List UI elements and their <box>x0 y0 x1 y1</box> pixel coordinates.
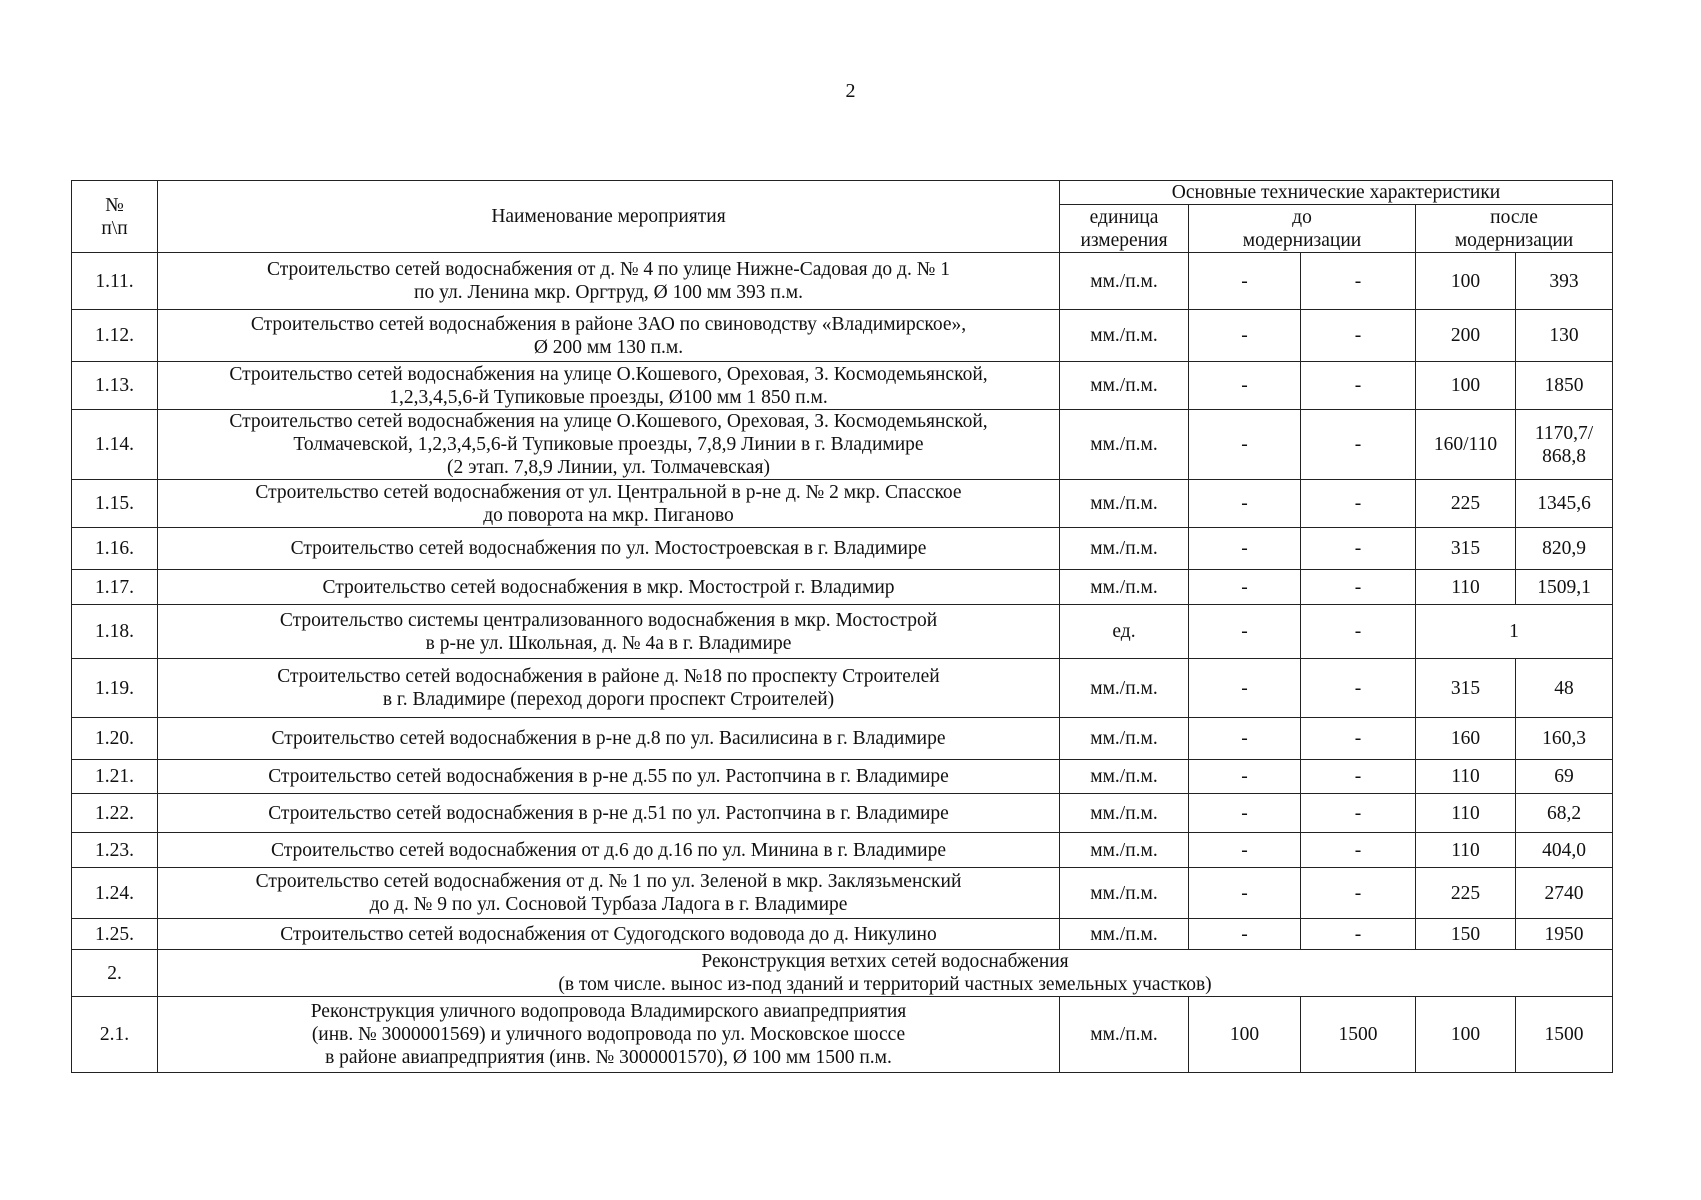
before-diameter-cell: - <box>1189 528 1301 570</box>
before-length-cell: - <box>1301 410 1416 480</box>
row-number: 1.18. <box>72 605 158 659</box>
after-diameter-cell: 100 <box>1416 253 1516 310</box>
row-number: 2.1. <box>72 997 158 1073</box>
row-number: 1.25. <box>72 919 158 950</box>
table-row <box>72 718 1613 760</box>
table-row <box>72 480 1613 528</box>
measures-table <box>71 180 1613 1073</box>
before-diameter-cell: - <box>1189 362 1301 410</box>
row-number: 1.13. <box>72 362 158 410</box>
measure-name: Реконструкция уличного водопровода Владимирского авиапредприятия (инв. № 3000001569) и уличного водопровода по ул. Московское шоссе в районе авиапредприятия (инв. № 3000001570), Ø 100 мм 1500 п.м. <box>158 997 1060 1073</box>
before-diameter-cell: 100 <box>1189 997 1301 1073</box>
after-length-cell: 68,2 <box>1516 794 1613 833</box>
after-length-cell: 1170,7/ 868,8 <box>1516 410 1613 480</box>
before-length-cell: - <box>1301 310 1416 362</box>
after-diameter-cell: 315 <box>1416 528 1516 570</box>
measure-name: Строительство системы централизованного водоснабжения в мкр. Мостострой в р-не ул. Школьная, д. № 4а в г. Владимире <box>158 605 1060 659</box>
row-number: 1.22. <box>72 794 158 833</box>
before-length-cell: - <box>1301 659 1416 718</box>
measure-name: Строительство сетей водоснабжения в р-не д.51 по ул. Растопчина в г. Владимире <box>158 794 1060 833</box>
before-length-cell: - <box>1301 528 1416 570</box>
table-row <box>72 833 1613 868</box>
table-row <box>72 410 1613 480</box>
unit-cell: мм./п.м. <box>1060 997 1189 1073</box>
after-diameter-cell: 110 <box>1416 760 1516 794</box>
unit-cell: мм./п.м. <box>1060 718 1189 760</box>
after-length-cell: 404,0 <box>1516 833 1613 868</box>
after-diameter-cell: 100 <box>1416 997 1516 1073</box>
header-name: Наименование мероприятия <box>158 181 1060 253</box>
measure-name: Строительство сетей водоснабжения от д.6 до д.16 по ул. Минина в г. Владимире <box>158 833 1060 868</box>
measure-name: Строительство сетей водоснабжения от ул. Центральной в р-не д. № 2 мкр. Спасское до поворота на мкр. Пиганово <box>158 480 1060 528</box>
table-body <box>72 253 1613 1073</box>
before-length-cell: - <box>1301 605 1416 659</box>
measure-name: Строительство сетей водоснабжения на улице О.Кошевого, Ореховая, З. Космодемьянской, 1,2,3,4,5,6-й Тупиковые проезды, Ø100 мм 1 850 п.м. <box>158 362 1060 410</box>
unit-cell: мм./п.м. <box>1060 410 1189 480</box>
table-row <box>72 794 1613 833</box>
before-diameter-cell: - <box>1189 833 1301 868</box>
page-number: 2 <box>845 80 856 102</box>
before-length-cell: - <box>1301 833 1416 868</box>
measure-name: Строительство сетей водоснабжения в мкр. Мостострой г. Владимир <box>158 570 1060 605</box>
measure-name: Строительство сетей водоснабжения по ул. Мостостроевская в г. Владимире <box>158 528 1060 570</box>
measure-name: Строительство сетей водоснабжения в районе д. №18 по проспекту Строителей в г. Владимире (переход дороги проспект Строителей) <box>158 659 1060 718</box>
before-diameter-cell: - <box>1189 794 1301 833</box>
before-length-cell: - <box>1301 253 1416 310</box>
row-number: 1.11. <box>72 253 158 310</box>
after-length-cell: 130 <box>1516 310 1613 362</box>
table-row <box>72 659 1613 718</box>
table-row <box>72 868 1613 919</box>
header-unit: единица измерения <box>1060 205 1189 253</box>
measure-name: Строительство сетей водоснабжения от Судогодского водовода до д. Никулино <box>158 919 1060 950</box>
after-value-cell: 1 <box>1416 605 1613 659</box>
measure-name: Строительство сетей водоснабжения в районе ЗАО по свиноводству «Владимирское», Ø 200 мм 130 п.м. <box>158 310 1060 362</box>
before-diameter-cell: - <box>1189 570 1301 605</box>
unit-cell: мм./п.м. <box>1060 362 1189 410</box>
row-number: 1.20. <box>72 718 158 760</box>
before-length-cell: - <box>1301 570 1416 605</box>
after-diameter-cell: 200 <box>1416 310 1516 362</box>
after-diameter-cell: 225 <box>1416 868 1516 919</box>
after-diameter-cell: 225 <box>1416 480 1516 528</box>
before-diameter-cell: - <box>1189 310 1301 362</box>
row-number: 1.23. <box>72 833 158 868</box>
after-diameter-cell: 110 <box>1416 833 1516 868</box>
after-length-cell: 1509,1 <box>1516 570 1613 605</box>
after-diameter-cell: 315 <box>1416 659 1516 718</box>
before-diameter-cell: - <box>1189 868 1301 919</box>
after-diameter-cell: 110 <box>1416 570 1516 605</box>
measure-name: Строительство сетей водоснабжения от д. № 1 по ул. Зеленой в мкр. Заклязьменский до д. № 9 по ул. Сосновой Турбаза Ладога в г. Владимире <box>158 868 1060 919</box>
unit-cell: мм./п.м. <box>1060 480 1189 528</box>
after-length-cell: 69 <box>1516 760 1613 794</box>
unit-cell: мм./п.м. <box>1060 833 1189 868</box>
section-row <box>72 950 1613 997</box>
row-number: 1.17. <box>72 570 158 605</box>
before-length-cell: - <box>1301 868 1416 919</box>
after-length-cell: 820,9 <box>1516 528 1613 570</box>
before-diameter-cell: - <box>1189 659 1301 718</box>
after-length-cell: 1500 <box>1516 997 1613 1073</box>
after-diameter-cell: 150 <box>1416 919 1516 950</box>
header-number: № п\п <box>72 181 158 253</box>
table-row <box>72 528 1613 570</box>
section-title: Реконструкция ветхих сетей водоснабжения (в том числе. вынос из-под зданий и территорий частных земельных участков) <box>158 950 1613 997</box>
section-number: 2. <box>72 950 158 997</box>
before-diameter-cell: - <box>1189 718 1301 760</box>
unit-cell: мм./п.м. <box>1060 310 1189 362</box>
header-after-modernization: после модернизации <box>1416 205 1613 253</box>
before-length-cell: 1500 <box>1301 997 1416 1073</box>
table-row <box>72 570 1613 605</box>
row-number: 1.21. <box>72 760 158 794</box>
table-row <box>72 362 1613 410</box>
unit-cell: мм./п.м. <box>1060 528 1189 570</box>
measure-name: Строительство сетей водоснабжения в р-не д.55 по ул. Растопчина в г. Владимире <box>158 760 1060 794</box>
unit-cell: мм./п.м. <box>1060 659 1189 718</box>
before-length-cell: - <box>1301 718 1416 760</box>
row-number: 1.12. <box>72 310 158 362</box>
table-row <box>72 760 1613 794</box>
before-diameter-cell: - <box>1189 480 1301 528</box>
unit-cell: ед. <box>1060 605 1189 659</box>
row-number: 1.15. <box>72 480 158 528</box>
table-row <box>72 605 1613 659</box>
after-length-cell: 160,3 <box>1516 718 1613 760</box>
after-length-cell: 1345,6 <box>1516 480 1613 528</box>
unit-cell: мм./п.м. <box>1060 570 1189 605</box>
unit-cell: мм./п.м. <box>1060 868 1189 919</box>
row-number: 1.24. <box>72 868 158 919</box>
before-diameter-cell: - <box>1189 410 1301 480</box>
before-length-cell: - <box>1301 362 1416 410</box>
after-diameter-cell: 110 <box>1416 794 1516 833</box>
before-diameter-cell: - <box>1189 919 1301 950</box>
after-diameter-cell: 160 <box>1416 718 1516 760</box>
header-before-modernization: до модернизации <box>1189 205 1416 253</box>
table-row <box>72 997 1613 1073</box>
measure-name: Строительство сетей водоснабжения в р-не д.8 по ул. Василисина в г. Владимире <box>158 718 1060 760</box>
header-technical-characteristics: Основные технические характеристики <box>1060 181 1613 205</box>
before-length-cell: - <box>1301 794 1416 833</box>
row-number: 1.16. <box>72 528 158 570</box>
before-diameter-cell: - <box>1189 253 1301 310</box>
table-row <box>72 310 1613 362</box>
after-diameter-cell: 160/110 <box>1416 410 1516 480</box>
before-length-cell: - <box>1301 919 1416 950</box>
row-number: 1.14. <box>72 410 158 480</box>
after-length-cell: 393 <box>1516 253 1613 310</box>
measure-name: Строительство сетей водоснабжения на улице О.Кошевого, Ореховая, З. Космодемьянской, Толмачевской, 1,2,3,4,5,6-й Тупиковые проезды, 7,8,9 Линии в г. Владимире (2 этап. 7,8,9 Линии, ул. Толмачевская) <box>158 410 1060 480</box>
before-diameter-cell: - <box>1189 605 1301 659</box>
before-length-cell: - <box>1301 480 1416 528</box>
unit-cell: мм./п.м. <box>1060 760 1189 794</box>
after-diameter-cell: 100 <box>1416 362 1516 410</box>
after-length-cell: 1850 <box>1516 362 1613 410</box>
unit-cell: мм./п.м. <box>1060 253 1189 310</box>
measure-name: Строительство сетей водоснабжения от д. № 4 по улице Нижне-Садовая до д. № 1 по ул. Ленина мкр. Оргтруд, Ø 100 мм 393 п.м. <box>158 253 1060 310</box>
before-diameter-cell: - <box>1189 760 1301 794</box>
after-length-cell: 2740 <box>1516 868 1613 919</box>
row-number: 1.19. <box>72 659 158 718</box>
table-row <box>72 919 1613 950</box>
unit-cell: мм./п.м. <box>1060 794 1189 833</box>
table-row <box>72 253 1613 310</box>
after-length-cell: 1950 <box>1516 919 1613 950</box>
before-length-cell: - <box>1301 760 1416 794</box>
after-length-cell: 48 <box>1516 659 1613 718</box>
unit-cell: мм./п.м. <box>1060 919 1189 950</box>
